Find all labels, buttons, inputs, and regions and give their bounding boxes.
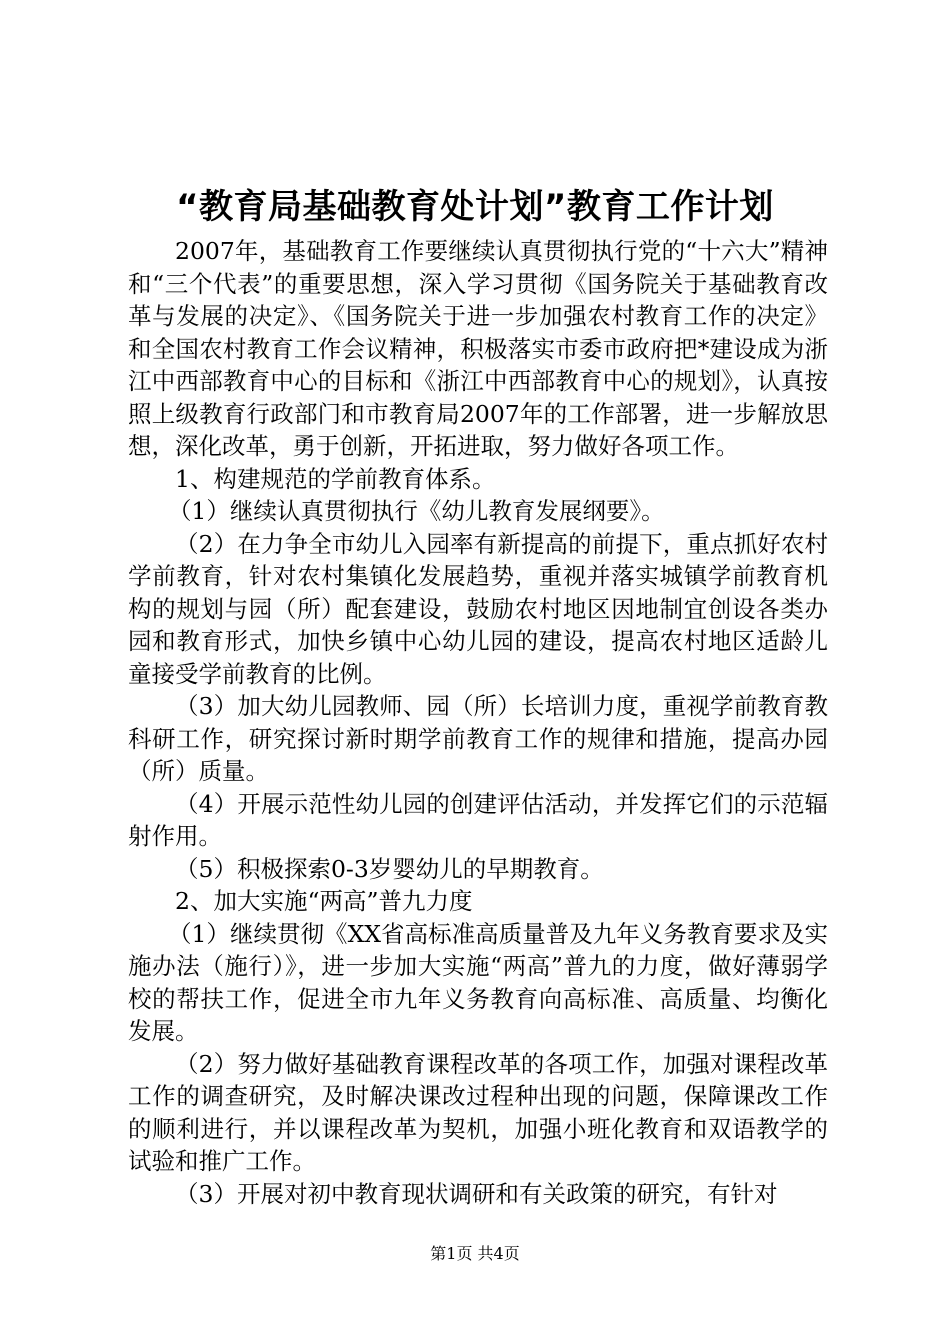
list-item: （3）开展对初中教育现状调研和有关政策的研究，有针对 — [175, 1179, 778, 1208]
list-item: （2）努力做好基础教育课程改革的各项工作，加强对课程改革工作的调查研究，及时解决课改过程种出现的问题，保障课改工作的顺利进行，并以课程改革为契机，加强小班化教育和双语教学的试验和推广工作。 — [128, 1049, 828, 1175]
list-item: （1）继续认真贯彻执行《幼儿教育发展纲要》。 — [167, 497, 665, 525]
section-heading-preschool: 1、构建规范的学前教育体系。 — [175, 464, 496, 493]
list-item: （2）在力争全市幼儿入园率有新提高的前提下，重点抓好农村学前教育，针对农村集镇化发展趋势，重视并落实城镇学前教育机构的规划与园（所）配套建设，鼓励农村地区因地制宜创设各类办园和教育形式，加快乡镇中心幼儿园的建设，提高农村地区适龄儿童接受学前教育的比例。 — [128, 529, 828, 688]
list-item: （3）加大幼儿园教师、园（所）长培训力度，重视学前教育教科研工作，研究探讨新时期学前教育工作的规律和措施，提高办园（所）质量。 — [128, 692, 828, 785]
list-item: （5）积极探索0-3岁婴幼儿的早期教育。 — [175, 854, 604, 883]
document-body — [128, 235, 828, 1210]
document-title: “教育局基础教育处计划”教育工作计划 — [176, 187, 774, 227]
list-item: （4）开展示范性幼儿园的创建评估活动，并发挥它们的示范辐射作用。 — [128, 789, 828, 850]
list-item: （1）继续贯彻《XX省高标准高质量普及九年义务教育要求及实施办法（施行）》，进一步加大实施“两高”普九的力度，做好薄弱学校的帮扶工作，促进全市九年义务教育向高标准、高质量、均衡化发展。 — [128, 919, 828, 1045]
page-number-footer: 第1页 共4页 — [430, 1244, 520, 1263]
paragraph-intro: 2007年，基础教育工作要继续认真贯彻执行党的“十六大”精神和“三个代表”的重要思想，深入学习贯彻《国务院关于基础教育改革与发展的决定》、《国务院关于进一步加强农村教育工作的决定》和全国农村教育工作会议精神，积极落实市委市政府把*建设成为浙江中西部教育中心的目标和《浙江中西部教育中心的规划》，认真按照上级教育行政部门和市教育局2007年的工作部署，进一步解放思想，深化改革，勇于创新，开拓进取，努力做好各项工作。 — [128, 237, 828, 460]
section-heading-compulsory: 2、加大实施“两高”普九力度 — [175, 887, 473, 915]
